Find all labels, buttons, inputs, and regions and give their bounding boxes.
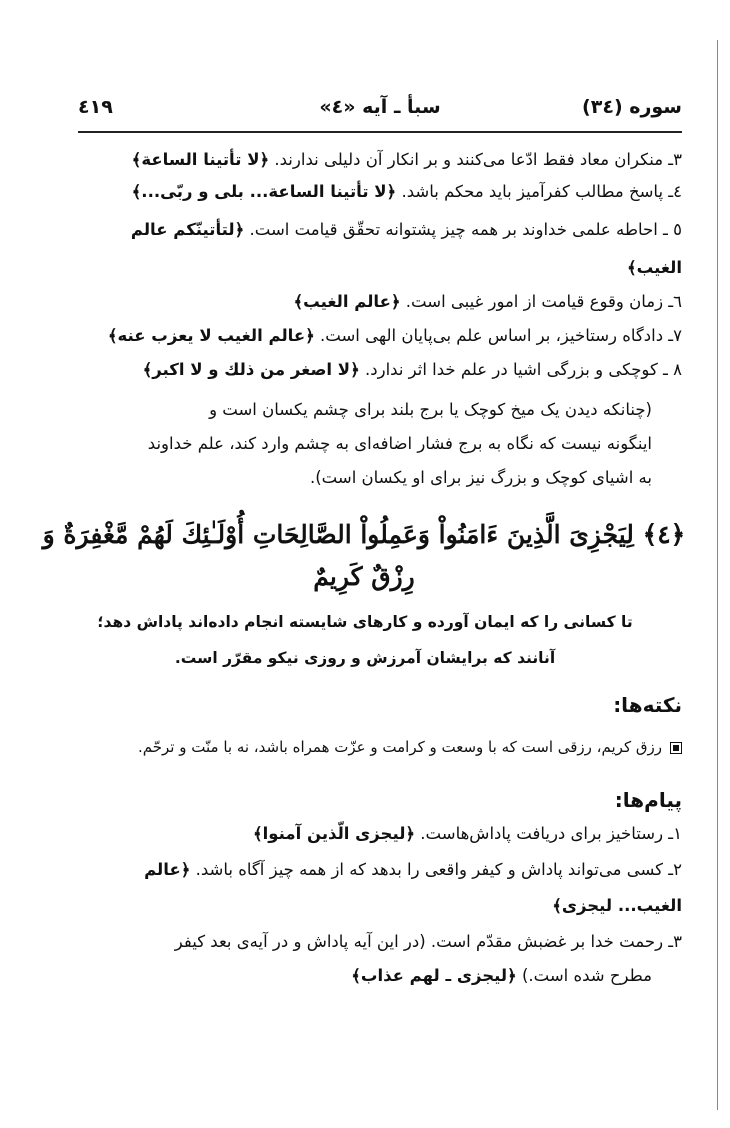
quran-quote: الغیب﴾	[626, 258, 682, 277]
note-item: رزق كریم، رزقی است كه با وسعت و كرامت و عزّت همراه باشد، نه با منّت و ترحّم.	[42, 735, 682, 759]
quran-quote: ﴿عالم	[144, 860, 191, 879]
header-rule	[78, 131, 682, 133]
translation-line-1: تا كسانی را كه ایمان آورده و كارهای شایسته انجام داده‌اند پاداش دهد؛	[97, 613, 633, 631]
quran-quote: ﴿لیجزی الّذین آمنوا﴾	[252, 824, 416, 843]
message-line: ٢ـ كسی می‌تواند پاداش و كیفر واقعی را بدهد كه از همه چیز آگاه باشد. ﴿عالم	[144, 860, 682, 879]
ayah-label: سبأ ـ آیه «٤»	[319, 96, 441, 118]
message-line	[42, 894, 682, 918]
point-line: اینگونه نیست كه نگاه به برج فشار اضافه‌ای به چشم وارد كند، علم خداوند	[147, 434, 652, 453]
page-header	[78, 96, 682, 126]
square-bullet-icon	[670, 742, 682, 754]
point-line: ٥ ـ احاطه علمی خداوند بر همه چیز پشتوانه تحقّق قیامت است. ﴿لتأتینّكم عالم	[130, 220, 682, 239]
point-line: ٨ ـ كوچكی و بزرگی اشیا در علم خدا اثر ندارد. ﴿لا اصغر من ذلك و لا اكبر﴾	[142, 360, 682, 379]
quran-quote: ﴿عالم الغیب لا یعزب عنه﴾	[107, 326, 315, 345]
point-line: ٣ـ منكران معاد فقط ادّعا می‌كنند و بر انكار آن دلیلی ندارند. ﴿لا تأتینا الساعة﴾	[131, 150, 682, 169]
point-line: ٦ـ زمان وقوع قیامت از امور غیبی است. ﴿عالم الغیب﴾	[293, 292, 682, 311]
quran-quote: ﴿لیجزی ـ لهم عذاب﴾	[351, 966, 517, 985]
point-line: به اشیای كوچک و بزرگ نیز برای او یكسان است).	[309, 468, 652, 487]
page-number: ٤١٩	[78, 96, 113, 118]
quran-quote: ﴿لتأتینّكم عالم	[130, 220, 245, 239]
point-line: ٤ـ پاسخ مطالب كفرآمیز باید محكم باشد. ﴿لا تأتینا الساعة... بلی و ربّی...﴾	[131, 182, 682, 201]
message-line: ١ـ رستاخیز برای دریافت پاداش‌هاست. ﴿لیجزی الّذین آمنوا﴾	[252, 824, 682, 843]
messages-title: پیام‌ها:	[614, 788, 682, 812]
verse-line-1: ﴿٤﴾ لِیَجْزِیَ الَّذِینَ ءَامَنُواْ وَعَمِلُواْ الصَّالِحَاتِ أُوْلَـٰئِكَ لَهُمْ مَّغْفِرَةٌ وَ	[42, 520, 686, 549]
point-line: (چنانكه دیدن یک میخ كوچک یا برج بلند برای چشم یكسان است و	[209, 400, 652, 419]
point-line	[42, 256, 682, 280]
translation-line-2: آنانند كه برایشان آمرزش و روزی نیكو مقرّر است.	[174, 649, 556, 667]
message-line: ٣ـ رحمت خدا بر غضبش مقدّم است. (در این آیه پاداش و در آیه‌ی بعد كیفر	[174, 932, 682, 951]
message-line: مطرح شده است.) ﴿لیجزی ـ لهم عذاب﴾	[351, 966, 652, 985]
quran-quote: ﴿عالم الغیب﴾	[293, 292, 401, 311]
verse-line-2: رِزْقٌ كَرِیمٌ	[313, 562, 415, 591]
surah-label: سوره (٣٤)	[582, 96, 682, 118]
point-line: ٧ـ دادگاه رستاخیز، بر اساس علم بی‌پایان الهی است. ﴿عالم الغیب لا یعزب عنه﴾	[107, 326, 682, 345]
quran-quote: ﴿لا تأتینا الساعة... بلی و ربّی...﴾	[131, 182, 397, 201]
quran-quote: الغیب... لیجزی﴾	[552, 896, 682, 915]
page-edge-line	[717, 40, 718, 1110]
notes-title: نكته‌ها:	[613, 693, 682, 717]
quran-quote: ﴿لا تأتینا الساعة﴾	[131, 150, 270, 169]
quran-quote: ﴿لا اصغر من ذلك و لا اكبر﴾	[142, 360, 360, 379]
